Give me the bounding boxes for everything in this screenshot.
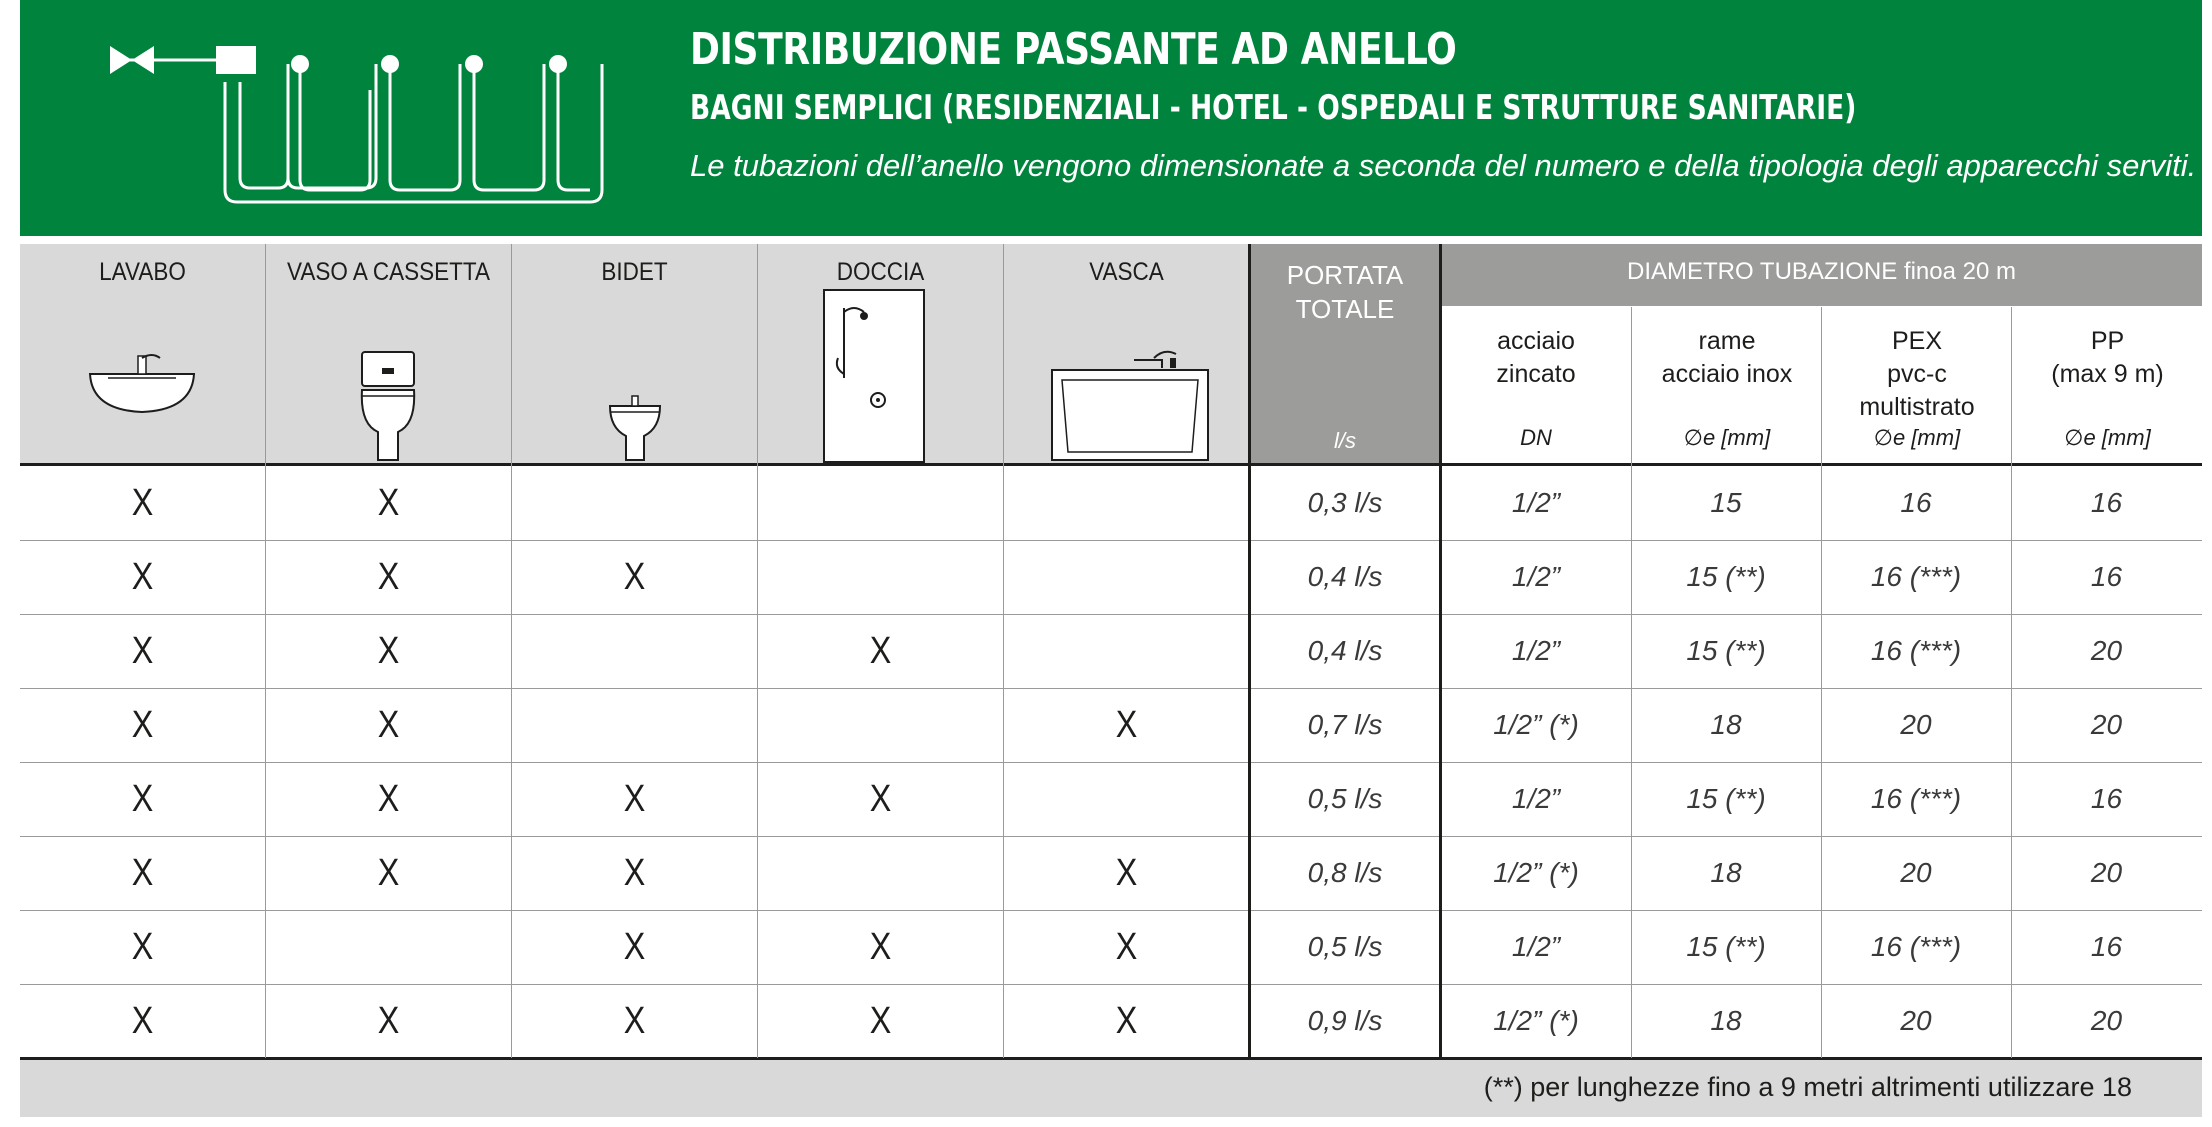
cell-acciaio: 1/2” bbox=[1511, 635, 1561, 666]
cell-doccia: X bbox=[869, 926, 892, 968]
cell-pex: 20 bbox=[1900, 857, 1932, 888]
column-header-portata bbox=[1250, 244, 1440, 464]
cell-vasca: X bbox=[1115, 704, 1138, 746]
material-unit: ∅e [mm] bbox=[1683, 425, 1771, 450]
material-unit: ∅e [mm] bbox=[1873, 425, 1961, 450]
column-header-acciaio bbox=[1441, 307, 1631, 464]
cell-pp: 20 bbox=[2090, 857, 2123, 888]
cell-portata: 0,3 l/s bbox=[1307, 487, 1383, 518]
table-row bbox=[20, 836, 2202, 911]
cell-lavabo: X bbox=[131, 1000, 154, 1042]
cell-lavabo: X bbox=[131, 852, 154, 894]
cell-vaso: X bbox=[377, 630, 400, 672]
column-divider bbox=[2011, 307, 2012, 1058]
column-header-bidet bbox=[512, 244, 758, 464]
cell-bidet: X bbox=[623, 926, 646, 968]
column-header-rame bbox=[1631, 307, 1822, 464]
cell-vaso: X bbox=[377, 704, 400, 746]
cell-rame: 15 (**) bbox=[1686, 561, 1766, 592]
cell-rame: 18 bbox=[1710, 1005, 1742, 1036]
cell-vasca bbox=[1022, 466, 1230, 540]
cell-pp: 20 bbox=[2090, 635, 2123, 666]
cell-vasca bbox=[1022, 540, 1230, 614]
column-divider bbox=[1821, 307, 1822, 1058]
table-row bbox=[20, 910, 2202, 985]
cell-doccia: X bbox=[869, 1000, 892, 1042]
cell-portata: 0,5 l/s bbox=[1307, 783, 1383, 814]
cell-doccia bbox=[776, 540, 984, 614]
cell-vasca bbox=[1022, 614, 1230, 688]
cell-portata: 0,9 l/s bbox=[1307, 1005, 1383, 1036]
cell-lavabo: X bbox=[131, 778, 154, 820]
column-header-pex bbox=[1821, 307, 2012, 464]
cell-pp: 16 bbox=[2090, 783, 2123, 814]
column-divider-portata bbox=[1248, 244, 1251, 1060]
cell-portata: 0,5 l/s bbox=[1307, 931, 1383, 962]
material-label-line: (max 9 m) bbox=[2051, 360, 2164, 388]
cell-doccia bbox=[776, 836, 984, 910]
material-label-line: zincato bbox=[1496, 360, 1576, 388]
cell-acciaio: 1/2” bbox=[1511, 783, 1561, 814]
cell-vaso: X bbox=[377, 556, 400, 598]
material-label-line: acciaio inox bbox=[1661, 360, 1793, 388]
cell-pp: 20 bbox=[2090, 1005, 2123, 1036]
table-row bbox=[20, 540, 2202, 615]
cell-rame: 15 (**) bbox=[1686, 783, 1766, 814]
cell-rame: 18 bbox=[1710, 857, 1742, 888]
cell-lavabo: X bbox=[131, 630, 154, 672]
material-label-line: multistrato bbox=[1859, 393, 1975, 421]
cell-vasca bbox=[1022, 762, 1230, 836]
column-label: DOCCIA bbox=[836, 258, 925, 286]
cell-bidet: X bbox=[623, 1000, 646, 1042]
cell-pex: 16 (***) bbox=[1870, 561, 1962, 592]
toilet-cistern-icon bbox=[266, 344, 511, 464]
material-label-line: pvc-c bbox=[1887, 360, 1947, 388]
portata-unit: l/s bbox=[1334, 428, 1356, 453]
cell-vasca: X bbox=[1115, 926, 1138, 968]
page-description: Le tubazioni dell’anello vengono dimensionate a seconda del numero e della tipologia degli apparecchi serviti. bbox=[690, 148, 2197, 183]
bathtub-icon bbox=[1004, 340, 1249, 464]
cell-pex: 16 (***) bbox=[1870, 931, 1962, 962]
cell-acciaio: 1/2” bbox=[1511, 487, 1561, 518]
cell-pex: 16 bbox=[1900, 487, 1932, 518]
cell-lavabo: X bbox=[131, 482, 154, 524]
material-label-line: rame bbox=[1698, 327, 1756, 355]
column-label: BIDET bbox=[601, 258, 668, 286]
cell-pex: 16 (***) bbox=[1870, 635, 1962, 666]
cell-lavabo: X bbox=[131, 556, 154, 598]
page-title: DISTRIBUZIONE PASSANTE AD ANELLO bbox=[690, 24, 1457, 75]
material-label-line: acciaio bbox=[1497, 327, 1575, 355]
cell-acciaio: 1/2” (*) bbox=[1493, 1005, 1579, 1036]
cell-bidet bbox=[530, 688, 738, 762]
material-unit: DN bbox=[1520, 425, 1552, 450]
cell-pex: 20 bbox=[1900, 1005, 1932, 1036]
cell-acciaio: 1/2” (*) bbox=[1493, 709, 1579, 740]
column-divider-diametro bbox=[1439, 244, 1442, 1060]
column-divider bbox=[511, 244, 512, 1058]
cell-doccia bbox=[776, 688, 984, 762]
cell-vaso: X bbox=[377, 482, 400, 524]
cell-bidet: X bbox=[623, 852, 646, 894]
diametro-label: DIAMETRO TUBAZIONE finoa 20 m bbox=[1627, 258, 2016, 285]
footnote: (**) per lunghezze fino a 9 metri altrimenti utilizzare 18 bbox=[1483, 1072, 2132, 1102]
header-banner bbox=[20, 0, 2202, 236]
cell-pp: 16 bbox=[2090, 561, 2123, 592]
cell-portata: 0,4 l/s bbox=[1307, 561, 1383, 592]
shower-icon bbox=[758, 288, 1003, 464]
cell-pp: 16 bbox=[2090, 487, 2123, 518]
cell-doccia: X bbox=[869, 778, 892, 820]
cell-lavabo: X bbox=[131, 704, 154, 746]
cell-vasca: X bbox=[1115, 1000, 1138, 1042]
portata-label-line1: PORTATA bbox=[1286, 260, 1404, 290]
cell-pp: 16 bbox=[2090, 931, 2123, 962]
column-group-header-diametro bbox=[1441, 244, 2202, 306]
cell-vaso: X bbox=[377, 852, 400, 894]
cell-lavabo: X bbox=[131, 926, 154, 968]
cell-rame: 15 (**) bbox=[1686, 931, 1766, 962]
cell-rame: 18 bbox=[1710, 709, 1742, 740]
washbasin-icon bbox=[20, 344, 265, 454]
column-label: LAVABO bbox=[99, 258, 186, 286]
column-header-lavabo bbox=[20, 244, 266, 464]
column-header-pp bbox=[2011, 307, 2203, 464]
material-unit: ∅e [mm] bbox=[2064, 425, 2151, 450]
cell-doccia bbox=[776, 466, 984, 540]
column-label: VASCA bbox=[1089, 258, 1164, 286]
footer-note-bar bbox=[20, 1060, 2202, 1117]
cell-bidet bbox=[530, 614, 738, 688]
material-label-line: PP bbox=[2090, 327, 2125, 355]
column-divider bbox=[757, 244, 758, 1058]
cell-doccia: X bbox=[869, 630, 892, 672]
column-divider bbox=[265, 244, 266, 1058]
cell-pp: 20 bbox=[2090, 709, 2123, 740]
cell-pex: 20 bbox=[1900, 709, 1932, 740]
cell-portata: 0,7 l/s bbox=[1307, 709, 1383, 740]
cell-portata: 0,4 l/s bbox=[1307, 635, 1383, 666]
table-row bbox=[20, 762, 2202, 837]
cell-bidet: X bbox=[623, 778, 646, 820]
column-header-vasca bbox=[1004, 244, 1250, 464]
column-divider bbox=[1003, 244, 1004, 1058]
cell-bidet bbox=[530, 466, 738, 540]
page-subtitle: BAGNI SEMPLICI (RESIDENZIALI - HOTEL - OSPEDALI E STRUTTURE SANITARIE) bbox=[690, 88, 1857, 128]
table-row bbox=[20, 688, 2202, 763]
cell-acciaio: 1/2” bbox=[1511, 561, 1561, 592]
cell-vaso: X bbox=[377, 1000, 400, 1042]
cell-rame: 15 (**) bbox=[1686, 635, 1766, 666]
table-row bbox=[20, 984, 2202, 1058]
ring-distribution-icon bbox=[90, 30, 650, 210]
column-header-doccia bbox=[758, 244, 1004, 464]
column-label: VASO A CASSETTA bbox=[286, 258, 490, 286]
cell-portata: 0,8 l/s bbox=[1307, 857, 1383, 888]
cell-vasca: X bbox=[1115, 852, 1138, 894]
cell-acciaio: 1/2” (*) bbox=[1493, 857, 1579, 888]
material-label-line: PEX bbox=[1891, 327, 1943, 355]
cell-vaso: X bbox=[377, 778, 400, 820]
table-row bbox=[20, 614, 2202, 689]
portata-label-line2: TOTALE bbox=[1295, 294, 1395, 324]
table-row bbox=[20, 466, 2202, 541]
cell-pex: 16 (***) bbox=[1870, 783, 1962, 814]
cell-acciaio: 1/2” bbox=[1511, 931, 1561, 962]
cell-bidet: X bbox=[623, 556, 646, 598]
column-header-vaso bbox=[266, 244, 512, 464]
bidet-icon bbox=[512, 344, 757, 464]
cell-rame: 15 bbox=[1710, 487, 1742, 518]
cell-vaso bbox=[284, 910, 492, 984]
column-divider bbox=[1631, 307, 1632, 1058]
